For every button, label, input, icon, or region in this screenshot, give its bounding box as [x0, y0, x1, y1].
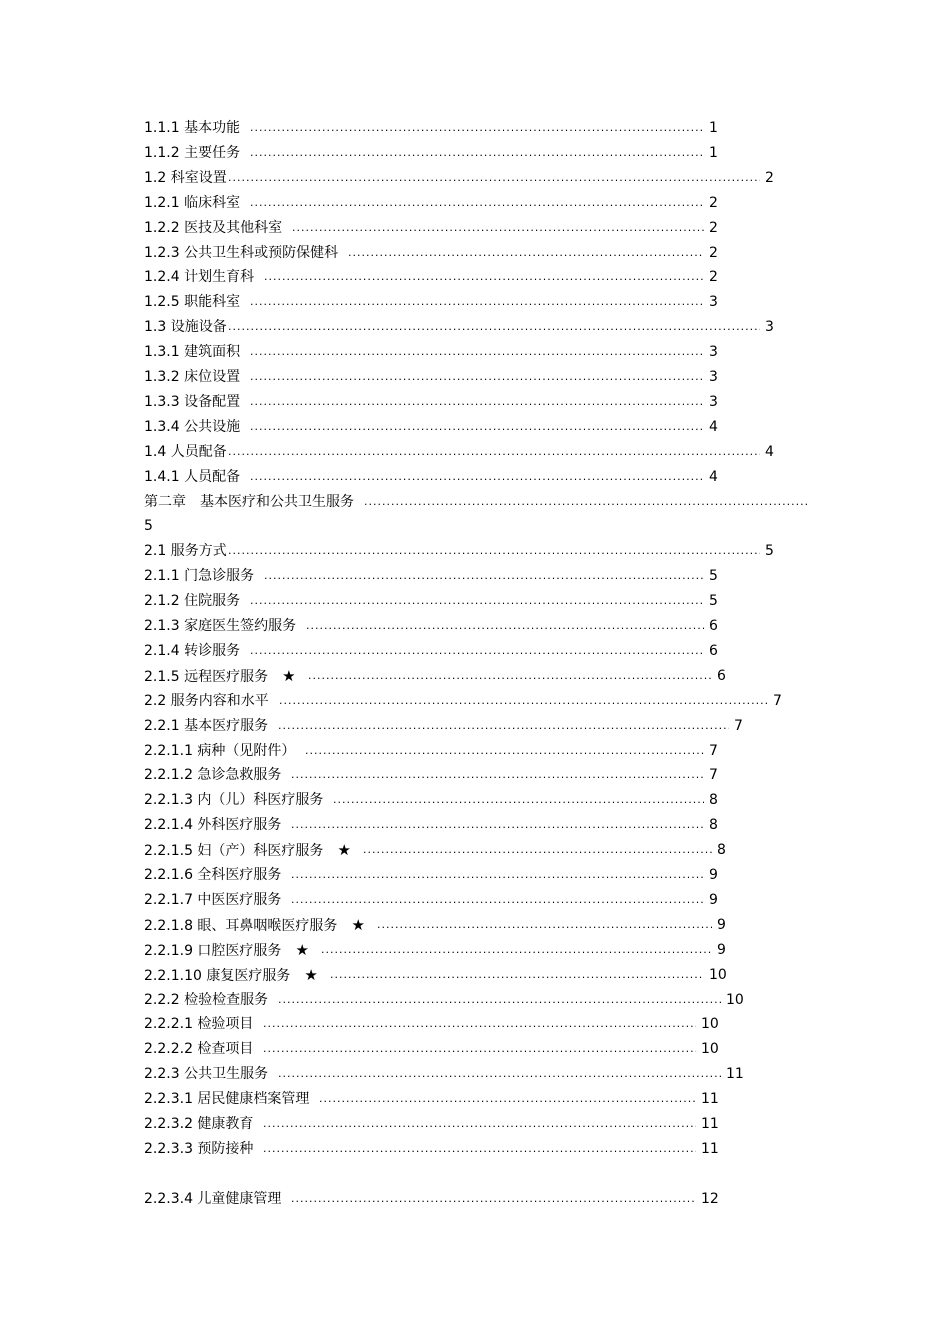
- toc-entry[interactable]: [144, 117, 806, 139]
- toc-entry[interactable]: [144, 1088, 806, 1110]
- toc-entry[interactable]: [144, 266, 806, 288]
- toc-entry-label: 5: [144, 518, 153, 535]
- star-icon: ★: [295, 940, 309, 959]
- toc-entry-label: 1.2.5 职能科室: [144, 294, 241, 311]
- toc-entry[interactable]: [144, 1013, 806, 1035]
- toc-leader-dots: [264, 266, 704, 288]
- toc-entry-label: 2.1 服务方式: [144, 543, 227, 560]
- toc-page-number: 2: [709, 219, 718, 236]
- toc-page-number: 11: [701, 1091, 719, 1108]
- toc-entry[interactable]: [144, 1113, 806, 1135]
- toc-entry-label: 1.2.2 医技及其他科室: [144, 219, 283, 236]
- toc-leader-dots: [291, 764, 704, 786]
- toc-page-number: 5: [765, 543, 774, 560]
- toc-page-number: 3: [709, 294, 718, 311]
- toc-entry[interactable]: [144, 665, 806, 687]
- toc-entry[interactable]: [144, 939, 806, 961]
- toc-page-number: 4: [709, 468, 718, 485]
- toc-page-number: 11: [726, 1066, 744, 1083]
- toc-entry-label: 2.2.2.1 检验项目: [144, 1016, 254, 1033]
- toc-page-number: 5: [709, 593, 718, 610]
- toc-leader-dots: [264, 565, 704, 587]
- toc-entry[interactable]: [144, 1188, 806, 1210]
- toc-entry-label: 2.2.3.2 健康教育: [144, 1116, 254, 1132]
- toc-entry[interactable]: [144, 142, 806, 164]
- toc-page-number: 7: [709, 742, 718, 759]
- toc-leader-dots: [291, 864, 704, 886]
- toc-page-number: 8: [709, 817, 718, 834]
- toc-entry[interactable]: [144, 889, 806, 911]
- toc-entry-label: 2.2.1.2 急诊急救服务: [144, 767, 282, 784]
- toc-page-number: 9: [717, 916, 726, 933]
- toc-page-number: 12: [701, 1190, 719, 1207]
- toc-leader-dots: [263, 1013, 696, 1035]
- toc-entry[interactable]: [144, 341, 806, 363]
- toc-leader-dots: [250, 391, 704, 413]
- toc-entry-label: 1.2.3 公共卫生科或预防保健科: [144, 244, 339, 261]
- toc-page-number: 3: [709, 369, 718, 385]
- toc-entry[interactable]: [144, 615, 806, 637]
- toc-entry[interactable]: [144, 989, 806, 1011]
- toc-entry[interactable]: [144, 316, 806, 338]
- toc-page-number: 10: [701, 1041, 719, 1058]
- toc-page-number: 2: [709, 269, 718, 286]
- star-icon: ★: [304, 965, 318, 984]
- toc-page-number: 11: [701, 1116, 719, 1132]
- toc-leader-dots: [250, 291, 704, 313]
- toc-entry[interactable]: [144, 217, 806, 239]
- toc-leader-dots: [263, 1113, 696, 1135]
- toc-leader-dots: [291, 1188, 696, 1210]
- toc-leader-dots: [291, 814, 704, 836]
- toc-page-number: 3: [709, 393, 718, 410]
- toc-leader-dots: [279, 690, 768, 712]
- toc-leader-dots: [291, 889, 704, 911]
- star-icon: ★: [282, 666, 296, 685]
- toc-entry[interactable]: [144, 964, 806, 986]
- toc-entry-label: 2.2.1.5 妇（产）科医疗服务: [144, 843, 324, 860]
- toc-leader-dots: [228, 167, 760, 189]
- toc-entry-label: 2.2.1.3 内（儿）科医疗服务: [144, 792, 324, 809]
- toc-page-number: 7: [773, 692, 782, 709]
- toc-leader-dots: [292, 217, 704, 239]
- toc-page-number: 9: [717, 941, 726, 958]
- toc-page-number: 5: [709, 568, 718, 585]
- toc-leader-dots: [263, 1138, 696, 1160]
- toc-entry-label: 1.3.1 建筑面积: [144, 344, 241, 361]
- toc-page-number: 10: [709, 966, 727, 983]
- toc-entry-label: 2.2 服务内容和水平: [144, 692, 269, 709]
- toc-page-number: 9: [709, 867, 718, 883]
- toc-page-number: 9: [709, 891, 718, 908]
- toc-entry-label: 2.1.5 远程医疗服务: [144, 668, 269, 685]
- toc-leader-dots: [363, 839, 712, 861]
- toc-leader-dots: [330, 964, 704, 986]
- toc-entry-label: 2.2.1.7 中医医疗服务: [144, 891, 282, 908]
- toc-entry[interactable]: [144, 540, 806, 562]
- toc-leader-dots: [364, 491, 809, 513]
- toc-page-number: 8: [709, 792, 718, 809]
- toc-entry[interactable]: [144, 740, 806, 762]
- toc-entry-label: 第二章 基本医疗和公共卫生服务: [144, 493, 354, 510]
- toc-entry[interactable]: [144, 590, 806, 612]
- toc-entry-label: 1.2.1 临床科室: [144, 194, 241, 211]
- toc-entry-label: 2.2.1 基本医疗服务: [144, 717, 269, 734]
- toc-leader-dots: [250, 366, 704, 388]
- toc-entry-label: 1.3.3 设备配置: [144, 393, 241, 410]
- toc-leader-dots: [308, 665, 712, 687]
- toc-page-number: 6: [709, 618, 718, 634]
- toc-entry-label: 2.2.1.6 全科医疗服务: [144, 867, 282, 883]
- toc-entry-label: 2.2.1.4 外科医疗服务: [144, 817, 282, 834]
- toc-entry[interactable]: [144, 690, 806, 712]
- toc-entry[interactable]: [144, 515, 806, 537]
- toc-entry[interactable]: [144, 565, 806, 587]
- toc-entry[interactable]: [144, 242, 806, 264]
- toc-leader-dots: [250, 192, 704, 214]
- toc-entry[interactable]: [144, 192, 806, 214]
- toc-entry-label: 2.1.2 住院服务: [144, 593, 241, 610]
- toc-page-number: 7: [734, 717, 743, 734]
- toc-page-number: 2: [709, 194, 718, 211]
- star-icon: ★: [337, 841, 351, 860]
- toc-entry-label: 2.1.1 门急诊服务: [144, 568, 255, 585]
- toc-leader-dots: [278, 1063, 721, 1085]
- toc-page-number: 10: [701, 1016, 719, 1033]
- toc-entry[interactable]: [144, 715, 806, 737]
- toc-entry[interactable]: [144, 466, 806, 488]
- toc-entry[interactable]: [144, 814, 806, 836]
- toc-leader-dots: [228, 441, 760, 463]
- toc-entry[interactable]: [144, 391, 806, 413]
- toc-page-number: 3: [765, 319, 774, 336]
- toc-page-number: 4: [765, 443, 774, 460]
- toc-entry-label: 2.2.3 公共卫生服务: [144, 1066, 269, 1083]
- toc-entry-label: 1.1.1 基本功能: [144, 120, 241, 136]
- toc-leader-dots: [333, 789, 704, 811]
- toc-page-number: 3: [709, 344, 718, 361]
- toc-leader-dots: [228, 316, 760, 338]
- toc-page-number: 6: [717, 667, 726, 684]
- toc-entry-label: 1.4.1 人员配备: [144, 468, 241, 485]
- toc-leader-dots: [278, 989, 721, 1011]
- toc-entry[interactable]: [144, 640, 806, 662]
- toc-leader-dots: [278, 715, 729, 737]
- toc-entry-label: 2.2.1.9 口腔医疗服务: [144, 942, 282, 959]
- toc-page-number: 1: [709, 120, 718, 136]
- toc-entry-label: 2.1.4 转诊服务: [144, 642, 241, 659]
- toc-page-number: 2: [765, 169, 774, 186]
- toc-leader-dots: [321, 939, 712, 961]
- toc-entry[interactable]: [144, 839, 806, 861]
- toc-entry[interactable]: [144, 167, 806, 189]
- toc-leader-dots: [250, 341, 704, 363]
- toc-leader-dots: [305, 740, 704, 762]
- toc-leader-dots: [228, 540, 760, 562]
- toc-leader-dots: [263, 1038, 696, 1060]
- toc-entry[interactable]: [144, 416, 806, 438]
- toc-entry-label: 1.1.2 主要任务: [144, 144, 241, 161]
- toc-entry-label: 2.2.2.2 检查项目: [144, 1041, 254, 1058]
- toc-page-number: 7: [709, 767, 718, 784]
- toc-page-number: 1: [709, 144, 718, 161]
- toc-entry-label: 1.3.4 公共设施: [144, 418, 241, 435]
- toc-entry-label: 2.1.3 家庭医生签约服务: [144, 618, 297, 634]
- toc-entry[interactable]: [144, 764, 806, 786]
- toc-entry-label: 2.2.3.1 居民健康档案管理: [144, 1091, 310, 1108]
- toc-entry-label: 1.3 设施设备: [144, 319, 227, 336]
- toc-entry-label: 2.2.3.4 儿童健康管理: [144, 1190, 282, 1207]
- toc-leader-dots: [319, 1088, 696, 1110]
- toc-entry[interactable]: [144, 441, 806, 463]
- toc-page-number: 4: [709, 418, 718, 435]
- toc-entry-label: 2.2.2 检验检查服务: [144, 991, 269, 1008]
- toc-entry-label: 2.2.1.8 眼、耳鼻咽喉医疗服务: [144, 917, 338, 934]
- toc-leader-dots: [250, 142, 704, 164]
- star-icon: ★: [351, 915, 365, 934]
- toc-entry-label: 1.3.2 床位设置: [144, 369, 241, 385]
- toc-entry-label: 2.2.1.10 康复医疗服务: [144, 967, 291, 984]
- toc-entry[interactable]: [144, 366, 806, 388]
- toc-entry-label: 2.2.1.1 病种（见附件）: [144, 742, 296, 759]
- toc-leader-dots: [250, 466, 704, 488]
- toc-page-number: 2: [709, 244, 718, 261]
- toc-leader-dots: [306, 615, 704, 637]
- toc-entry[interactable]: [144, 291, 806, 313]
- toc-page-number: 10: [726, 991, 744, 1008]
- toc-page-number: 8: [717, 842, 726, 859]
- toc-entry[interactable]: [144, 789, 806, 811]
- toc-entry[interactable]: [144, 491, 806, 513]
- toc-entry[interactable]: [144, 1138, 806, 1160]
- toc-entry-label: 1.4 人员配备: [144, 443, 227, 460]
- toc-entry-label: 2.2.3.3 预防接种: [144, 1140, 254, 1157]
- toc-entry[interactable]: [144, 914, 806, 936]
- toc-leader-dots: [348, 242, 704, 264]
- toc-page-number: 11: [701, 1140, 719, 1157]
- toc-entry[interactable]: [144, 1063, 806, 1085]
- toc-leader-dots: [250, 640, 704, 662]
- toc-entry-label: 1.2 科室设置: [144, 169, 227, 186]
- toc-leader-dots: [250, 590, 704, 612]
- toc-leader-dots: [250, 416, 704, 438]
- toc-entry-label: 1.2.4 计划生育科: [144, 269, 255, 286]
- toc-entry[interactable]: [144, 864, 806, 886]
- toc-leader-dots: [250, 117, 704, 139]
- toc-leader-dots: [377, 914, 712, 936]
- toc-entry[interactable]: [144, 1038, 806, 1060]
- toc-page-number: 6: [709, 642, 718, 659]
